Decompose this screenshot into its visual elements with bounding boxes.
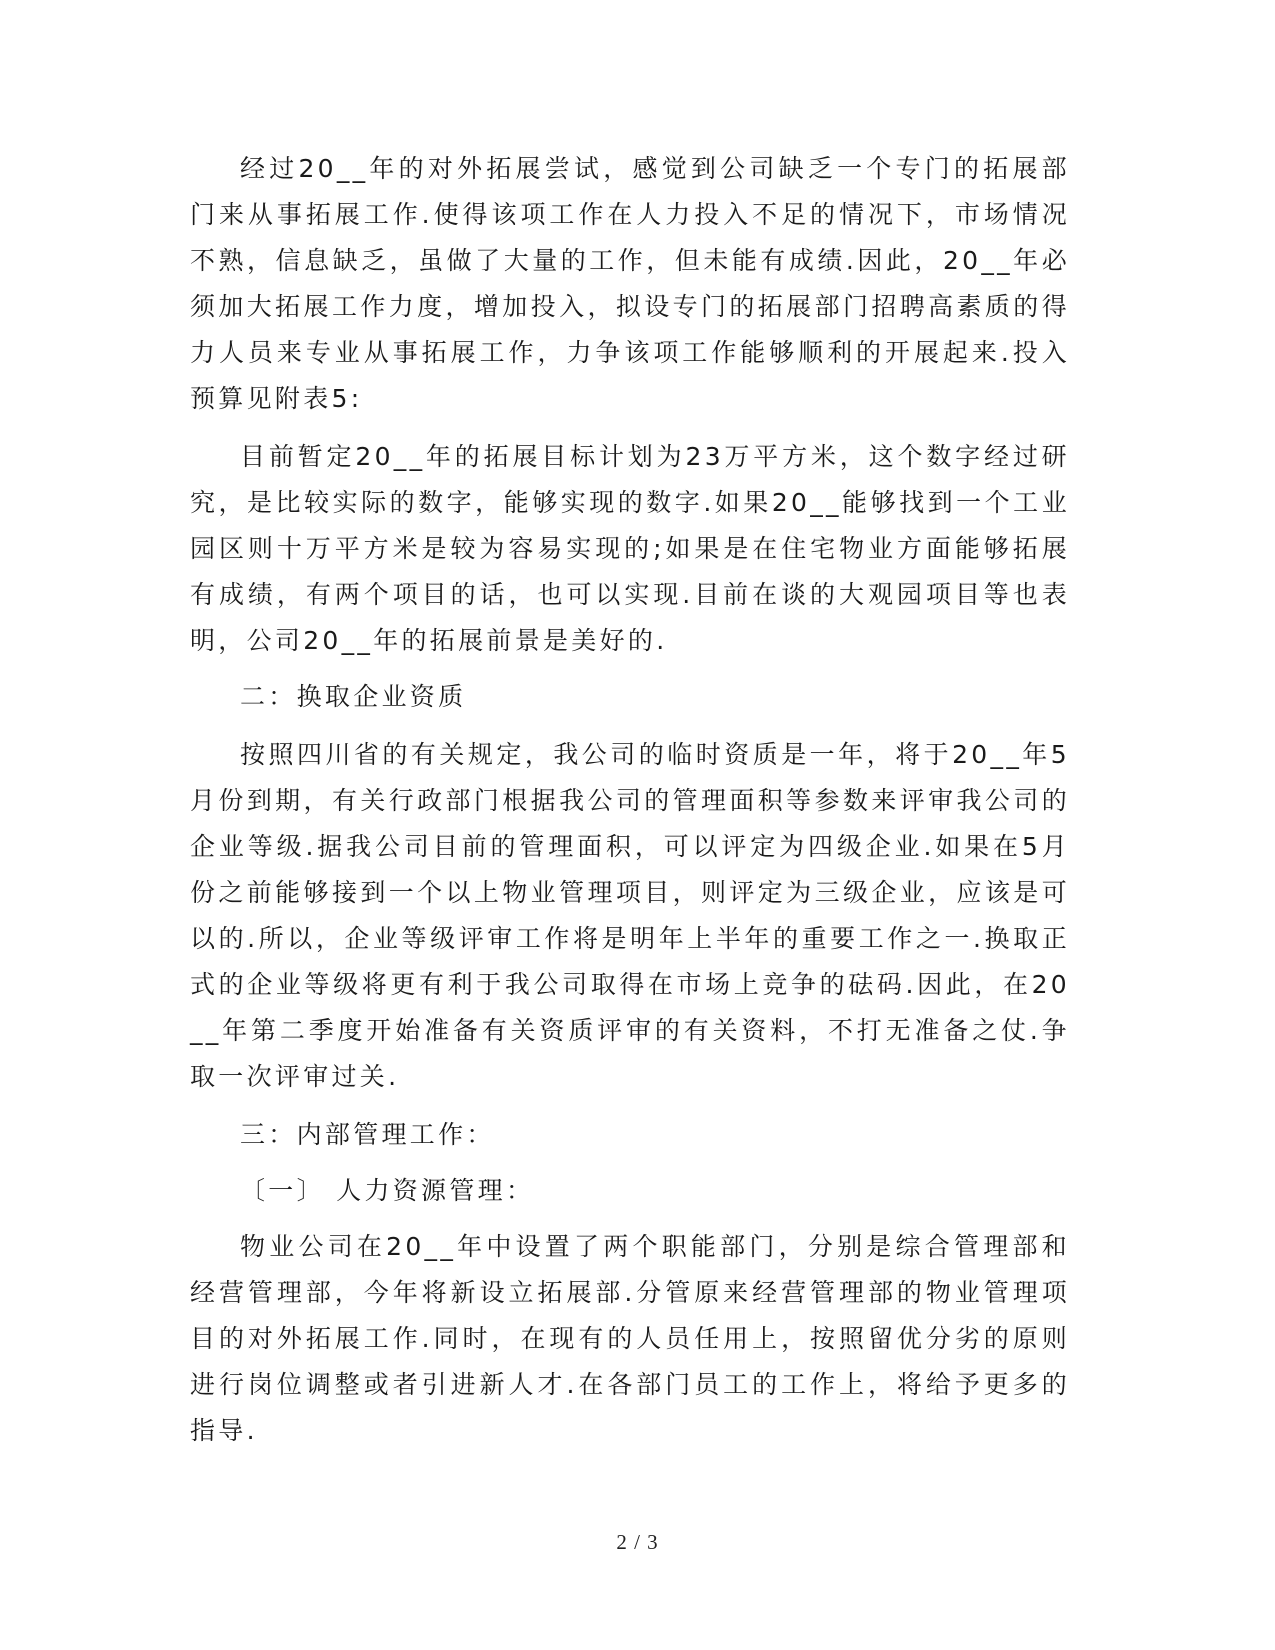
paragraph-expansion-attempt: 经过20__年的对外拓展尝试，感觉到公司缺乏一个专门的拓展部门来从事拓展工作.使得该项工作在人力投入不足的情况下，市场情况不熟，信息缺乏，虽做了大量的工作，但未能有成绩.因此，20__年必须加大拓展工作力度，增加投入，拟设专门的拓展部门招聘高素质的得力人员来专业从事拓展工作，力争该项工作能够顺利的开展起来.投入预算见附表5:: [190, 154, 1070, 413]
section-heading-internal-management: 三：内部管理工作：: [240, 1120, 495, 1149]
subsection-heading-human-resources: 〔一〕 人力资源管理：: [240, 1176, 535, 1205]
paragraph-expansion-target: 目前暂定20__年的拓展目标计划为23万平方米，这个数字经过研究，是比较实际的数字，能够实现的数字.如果20__能够找到一个工业园区则十万平方米是较为容易实现的;如果是在住宅物业方面能够拓展有成绩，有两个项目的话，也可以实现.目前在谈的大观园项目等也表明，公司20__年的拓展前景是美好的.: [190, 442, 1070, 655]
document-body: [190, 146, 1070, 1454]
paragraph-human-resources: 物业公司在20__年中设置了两个职能部门，分别是综合管理部和经营管理部，今年将新设立拓展部.分管原来经营管理部的物业管理项目的对外拓展工作.同时，在现有的人员任用上，按照留优分劣的原则进行岗位调整或者引进新人才.在各部门员工的工作上，将给予更多的指导.: [190, 1232, 1070, 1445]
section-heading-qualification: 二：换取企业资质: [240, 682, 467, 711]
page-number: 2 / 3: [616, 1530, 659, 1554]
paragraph-qualification: 按照四川省的有关规定，我公司的临时资质是一年，将于20__年5月份到期，有关行政部门根据我公司的管理面积等参数来评审我公司的企业等级.据我公司目前的管理面积，可以评定为四级企业.如果在5月份之前能够接到一个以上物业管理项目，则评定为三级企业，应该是可以的.所以，企业等级评审工作将是明年上半年的重要工作之一.换取正式的企业等级将更有利于我公司取得在市场上竞争的砝码.因此，在20__年第二季度开始准备有关资质评审的有关资料，不打无准备之仗.争取一次评审过关.: [190, 740, 1070, 1091]
